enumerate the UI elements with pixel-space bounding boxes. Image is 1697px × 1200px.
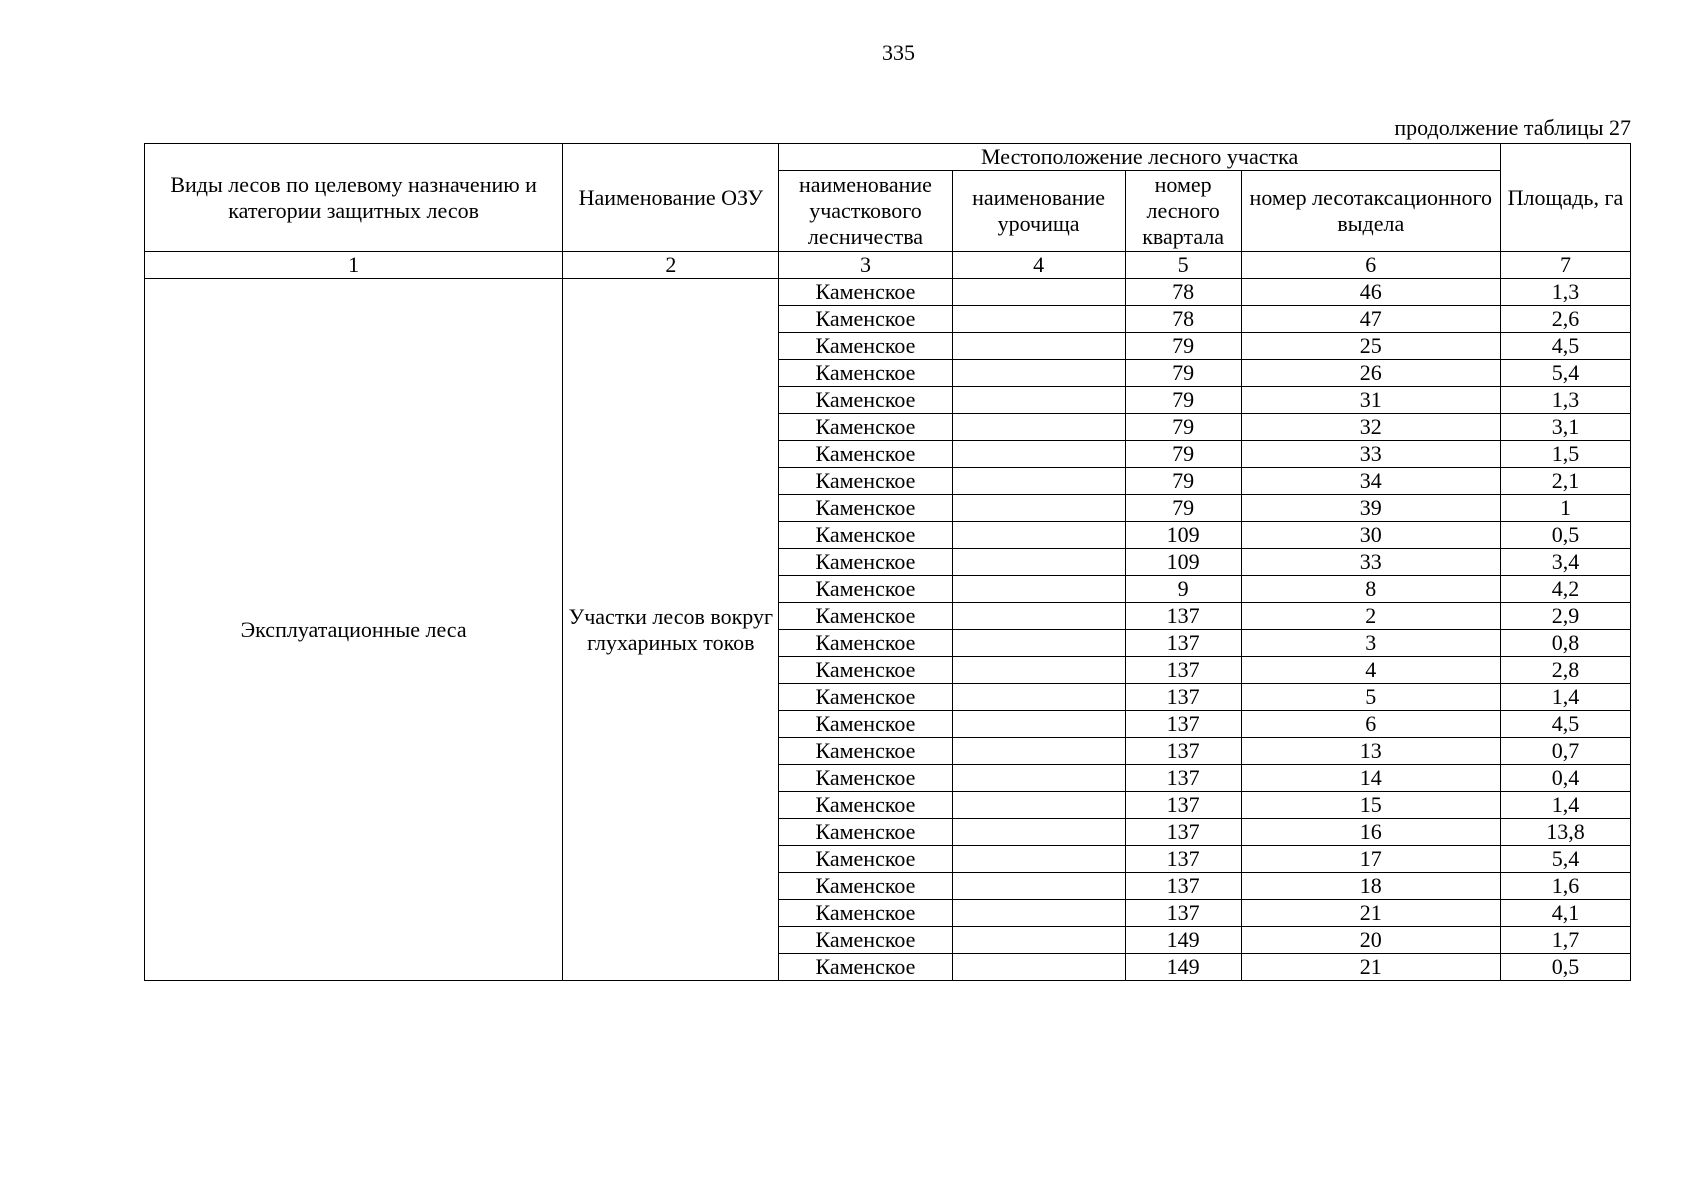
tract-cell: [952, 360, 1125, 387]
forestry-cell: Каменское: [779, 495, 952, 522]
area-cell: 2,1: [1500, 468, 1630, 495]
tract-cell: [952, 846, 1125, 873]
column-number-row: [145, 252, 1631, 279]
header-area: Площадь, га: [1500, 144, 1630, 252]
forest-plots-table: [144, 143, 1631, 981]
area-cell: 4,2: [1500, 576, 1630, 603]
column-number: 4: [952, 252, 1125, 279]
column-number: 3: [779, 252, 952, 279]
area-cell: 1,7: [1500, 927, 1630, 954]
quarter-number-cell: 109: [1125, 522, 1241, 549]
area-cell: 2,6: [1500, 306, 1630, 333]
quarter-number-cell: 79: [1125, 441, 1241, 468]
forestry-cell: Каменское: [779, 927, 952, 954]
quarter-number-cell: 137: [1125, 657, 1241, 684]
table-row: [145, 279, 1631, 306]
tract-cell: [952, 414, 1125, 441]
area-cell: 2,8: [1500, 657, 1630, 684]
table-continuation-label: продолжение таблицы 27: [1394, 115, 1631, 140]
tract-cell: [952, 711, 1125, 738]
quarter-number-cell: 137: [1125, 819, 1241, 846]
forestry-cell: Каменское: [779, 360, 952, 387]
allotment-number-cell: 33: [1241, 441, 1500, 468]
tract-cell: [952, 738, 1125, 765]
allotment-number-cell: 32: [1241, 414, 1500, 441]
allotment-number-cell: 46: [1241, 279, 1500, 306]
tract-cell: [952, 576, 1125, 603]
page-number: 335: [882, 40, 915, 65]
forestry-cell: Каменское: [779, 792, 952, 819]
tract-cell: [952, 873, 1125, 900]
tract-cell: [952, 468, 1125, 495]
quarter-number-cell: 137: [1125, 630, 1241, 657]
tract-cell: [952, 792, 1125, 819]
column-number: 2: [563, 252, 779, 279]
quarter-number-cell: 78: [1125, 279, 1241, 306]
column-number: 1: [145, 252, 563, 279]
tract-cell: [952, 630, 1125, 657]
tract-cell: [952, 819, 1125, 846]
allotment-number-cell: 47: [1241, 306, 1500, 333]
area-cell: 2,9: [1500, 603, 1630, 630]
forestry-cell: Каменское: [779, 522, 952, 549]
area-cell: 5,4: [1500, 360, 1630, 387]
area-cell: 1,3: [1500, 279, 1630, 306]
allotment-number-cell: 33: [1241, 549, 1500, 576]
area-cell: 4,5: [1500, 711, 1630, 738]
forestry-cell: Каменское: [779, 603, 952, 630]
quarter-number-cell: 137: [1125, 603, 1241, 630]
allotment-number-cell: 21: [1241, 954, 1500, 981]
tract-cell: [952, 522, 1125, 549]
area-cell: 1,4: [1500, 684, 1630, 711]
quarter-number-cell: 109: [1125, 549, 1241, 576]
quarter-number-cell: 137: [1125, 738, 1241, 765]
allotment-number-cell: 31: [1241, 387, 1500, 414]
quarter-number-cell: 9: [1125, 576, 1241, 603]
quarter-number-cell: 79: [1125, 360, 1241, 387]
allotment-number-cell: 4: [1241, 657, 1500, 684]
area-cell: 3,1: [1500, 414, 1630, 441]
forestry-cell: Каменское: [779, 657, 952, 684]
header-location-group: Местоположение лесного участка: [779, 144, 1500, 171]
area-cell: 1,3: [1500, 387, 1630, 414]
quarter-number-cell: 79: [1125, 495, 1241, 522]
forest-type-cell: Эксплуатационные леса: [145, 279, 563, 981]
header-quarter-number: номер лесного квартала: [1125, 171, 1241, 252]
quarter-number-cell: 137: [1125, 846, 1241, 873]
tract-cell: [952, 954, 1125, 981]
forestry-cell: Каменское: [779, 684, 952, 711]
header-forestry-name: наименование участкового лесничества: [779, 171, 952, 252]
forestry-cell: Каменское: [779, 441, 952, 468]
tract-cell: [952, 333, 1125, 360]
quarter-number-cell: 137: [1125, 900, 1241, 927]
forestry-cell: Каменское: [779, 954, 952, 981]
quarter-number-cell: 79: [1125, 468, 1241, 495]
table-body: [145, 279, 1631, 981]
allotment-number-cell: 17: [1241, 846, 1500, 873]
forestry-cell: Каменское: [779, 468, 952, 495]
header-tract-name: наименование урочища: [952, 171, 1125, 252]
forestry-cell: Каменское: [779, 549, 952, 576]
allotment-number-cell: 26: [1241, 360, 1500, 387]
forestry-cell: Каменское: [779, 846, 952, 873]
allotment-number-cell: 39: [1241, 495, 1500, 522]
column-number: 5: [1125, 252, 1241, 279]
allotment-number-cell: 16: [1241, 819, 1500, 846]
allotment-number-cell: 2: [1241, 603, 1500, 630]
area-cell: 0,7: [1500, 738, 1630, 765]
forestry-cell: Каменское: [779, 279, 952, 306]
header-ozu-name: Наименование ОЗУ: [563, 144, 779, 252]
area-cell: 0,8: [1500, 630, 1630, 657]
area-cell: 0,5: [1500, 522, 1630, 549]
quarter-number-cell: 78: [1125, 306, 1241, 333]
tract-cell: [952, 657, 1125, 684]
header-allotment-number: номер лесотаксационного выдела: [1241, 171, 1500, 252]
allotment-number-cell: 30: [1241, 522, 1500, 549]
tract-cell: [952, 441, 1125, 468]
area-cell: 4,5: [1500, 333, 1630, 360]
ozu-name-cell: Участки лесов вокруг глухариных токов: [563, 279, 779, 981]
area-cell: 0,4: [1500, 765, 1630, 792]
forestry-cell: Каменское: [779, 414, 952, 441]
tract-cell: [952, 684, 1125, 711]
column-number: 6: [1241, 252, 1500, 279]
quarter-number-cell: 149: [1125, 927, 1241, 954]
allotment-number-cell: 3: [1241, 630, 1500, 657]
allotment-number-cell: 14: [1241, 765, 1500, 792]
quarter-number-cell: 79: [1125, 387, 1241, 414]
area-cell: 1: [1500, 495, 1630, 522]
allotment-number-cell: 18: [1241, 873, 1500, 900]
forestry-cell: Каменское: [779, 333, 952, 360]
quarter-number-cell: 149: [1125, 954, 1241, 981]
table-header: [145, 144, 1631, 279]
quarter-number-cell: 137: [1125, 684, 1241, 711]
forestry-cell: Каменское: [779, 765, 952, 792]
allotment-number-cell: 6: [1241, 711, 1500, 738]
quarter-number-cell: 137: [1125, 873, 1241, 900]
forestry-cell: Каменское: [779, 819, 952, 846]
tract-cell: [952, 279, 1125, 306]
area-cell: 1,4: [1500, 792, 1630, 819]
tract-cell: [952, 495, 1125, 522]
tract-cell: [952, 387, 1125, 414]
quarter-number-cell: 137: [1125, 711, 1241, 738]
tract-cell: [952, 603, 1125, 630]
forestry-cell: Каменское: [779, 387, 952, 414]
tract-cell: [952, 549, 1125, 576]
tract-cell: [952, 306, 1125, 333]
tract-cell: [952, 900, 1125, 927]
area-cell: 1,6: [1500, 873, 1630, 900]
tract-cell: [952, 927, 1125, 954]
area-cell: 0,5: [1500, 954, 1630, 981]
forestry-cell: Каменское: [779, 711, 952, 738]
area-cell: 1,5: [1500, 441, 1630, 468]
allotment-number-cell: 25: [1241, 333, 1500, 360]
allotment-number-cell: 20: [1241, 927, 1500, 954]
tract-cell: [952, 765, 1125, 792]
header-forest-type: Виды лесов по целевому назначению и категории защитных лесов: [145, 144, 563, 252]
allotment-number-cell: 21: [1241, 900, 1500, 927]
forestry-cell: Каменское: [779, 630, 952, 657]
allotment-number-cell: 5: [1241, 684, 1500, 711]
column-number: 7: [1500, 252, 1630, 279]
forestry-cell: Каменское: [779, 576, 952, 603]
allotment-number-cell: 13: [1241, 738, 1500, 765]
area-cell: 5,4: [1500, 846, 1630, 873]
area-cell: 4,1: [1500, 900, 1630, 927]
quarter-number-cell: 79: [1125, 333, 1241, 360]
forestry-cell: Каменское: [779, 900, 952, 927]
allotment-number-cell: 8: [1241, 576, 1500, 603]
quarter-number-cell: 137: [1125, 765, 1241, 792]
forestry-cell: Каменское: [779, 873, 952, 900]
quarter-number-cell: 137: [1125, 792, 1241, 819]
allotment-number-cell: 34: [1241, 468, 1500, 495]
allotment-number-cell: 15: [1241, 792, 1500, 819]
area-cell: 13,8: [1500, 819, 1630, 846]
forestry-cell: Каменское: [779, 738, 952, 765]
forestry-cell: Каменское: [779, 306, 952, 333]
quarter-number-cell: 79: [1125, 414, 1241, 441]
area-cell: 3,4: [1500, 549, 1630, 576]
